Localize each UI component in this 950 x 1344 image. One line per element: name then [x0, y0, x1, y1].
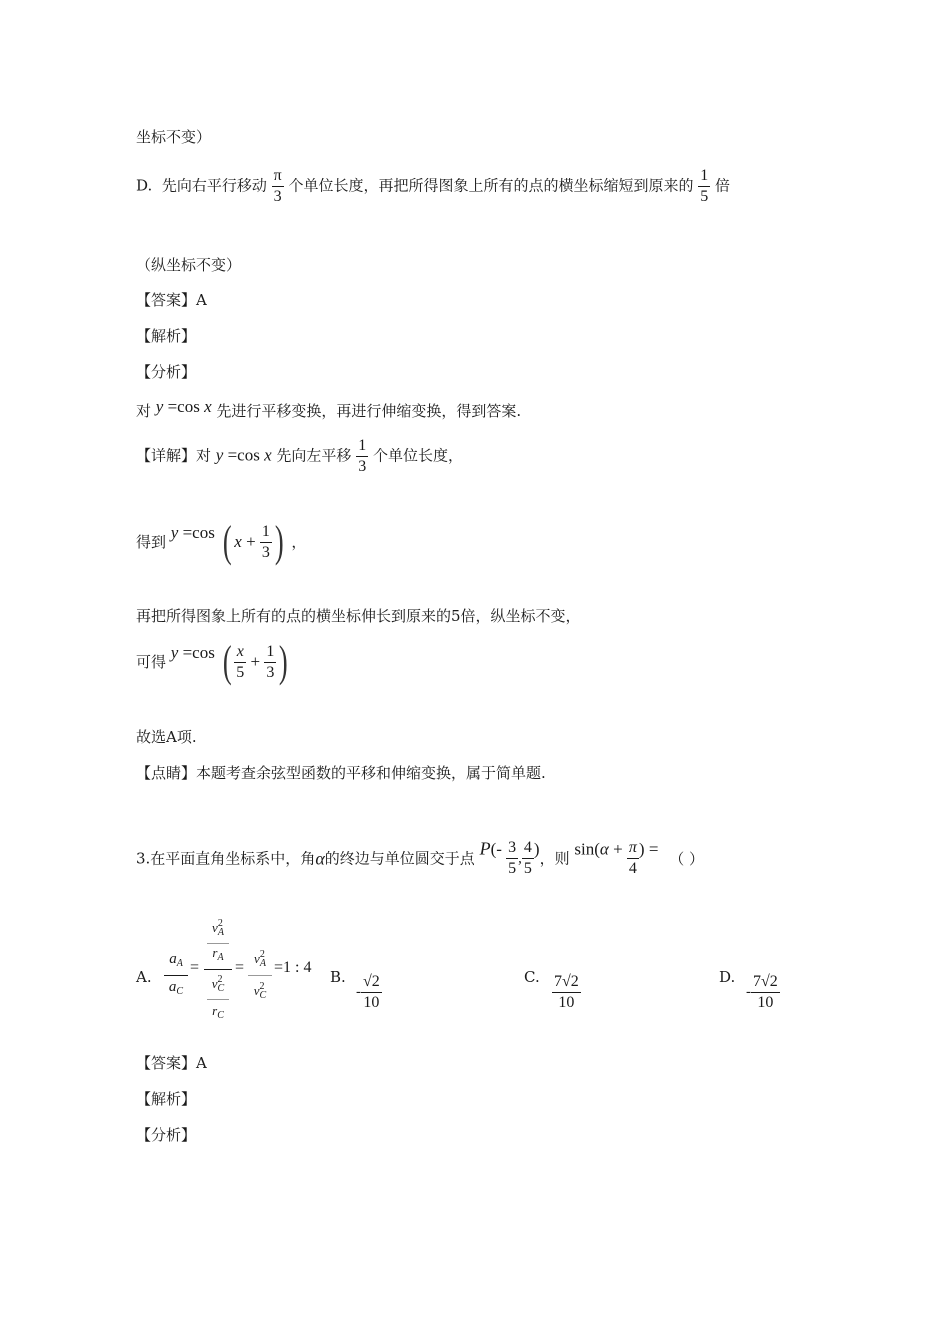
math-x: x	[204, 397, 212, 416]
math-plus: +	[241, 532, 260, 551]
math-y: y	[170, 523, 179, 542]
text-line: 故选A项.	[136, 728, 197, 746]
fraction-7sqrt2-over-10: $\frac{7√2}{10}$	[554, 973, 579, 1011]
fraction-neg-7sqrt2-over-10: $\frac{7√2}{10}$	[753, 973, 778, 1011]
math-plus: +	[246, 652, 265, 671]
fenxi-heading: 【分析】	[136, 1126, 197, 1144]
option-a-label: A.	[136, 968, 152, 986]
analysis-heading: 【解析】	[136, 327, 197, 345]
math-paren: )	[533, 839, 540, 859]
fraction-one-fifth: $\frac{1}{5}$	[700, 167, 709, 205]
math-x: x	[234, 532, 242, 551]
math-P: P	[479, 838, 491, 859]
option-c-value	[552, 972, 581, 1013]
text-line: 坐标不变）	[136, 128, 212, 146]
answer-heading: 【答案】A	[136, 291, 207, 309]
math-sin: sin(	[574, 839, 600, 859]
math-cos: =cos	[163, 397, 205, 416]
math-cos: =cos	[178, 523, 215, 542]
option-d-value: - $\frac{7√2}{10}$	[746, 973, 778, 1011]
option-b-value: - $\frac{√2}{10}$	[356, 973, 380, 1011]
math-plus: +	[608, 839, 627, 859]
math-alpha: α	[599, 839, 609, 859]
option-text: 先向右平行移动	[161, 176, 267, 195]
detail-heading: 【详解】对	[136, 446, 212, 465]
answer-blank: （ ）	[669, 849, 704, 868]
math-alpha: α	[315, 848, 325, 869]
analysis-heading: 【解析】	[136, 1090, 197, 1108]
result-line-1	[136, 517, 307, 566]
option-c-label: C.	[524, 968, 540, 986]
left-paren: (	[222, 517, 232, 566]
fraction-one-third: $\frac{1}{3}$	[261, 522, 270, 561]
detail-line	[136, 436, 463, 477]
question-text: 3.在平面直角坐标系中，角	[136, 849, 316, 868]
right-paren: )	[274, 517, 284, 566]
option-a-formula: $a_A$ $a_C$ = $v^2_A$ $r_A$ $v^2_C$ $r_C$ = $v^2_A$ $v^2_C$ =1 : 4	[162, 910, 322, 1025]
question-3	[136, 838, 704, 879]
fraction-3-5: $\frac{3}{5}$	[508, 839, 517, 877]
text: 先进行平移变换，再进行伸缩变换，得到答案.	[216, 402, 522, 420]
text: 对	[136, 402, 152, 420]
option-text: 倍	[715, 176, 731, 195]
fraction-4-5: $\frac{4}{5}$	[523, 839, 532, 877]
fraction-pi-over-4: $\frac{\pi}{4}$	[628, 839, 637, 877]
math-comma: ,	[518, 850, 522, 867]
option-label: D.	[136, 176, 153, 195]
math-cos: =cos	[223, 445, 265, 465]
text: ，	[291, 533, 307, 551]
fraction-one-third: $\frac{1}{3}$	[266, 642, 275, 681]
math-y: y	[170, 643, 179, 662]
result-line-2	[136, 637, 291, 686]
text-line: （纵坐标不变）	[136, 256, 242, 274]
fraction-pi-over-3: $\frac{\pi}{3}$	[273, 167, 282, 205]
math-x: x	[264, 445, 272, 465]
remark-line: 【点睛】本题考查余弦型函数的平移和伸缩变换，属于简单题.	[136, 764, 546, 782]
fraction-one-third: $\frac{1}{3}$	[358, 437, 367, 475]
fenxi-line	[136, 397, 521, 421]
text: 可得	[136, 653, 167, 671]
fenxi-heading: 【分析】	[136, 363, 197, 381]
math-y: y	[215, 445, 224, 465]
text: 先向左平移	[276, 446, 352, 465]
math-eq: ) =	[638, 839, 659, 859]
right-paren: )	[279, 637, 289, 686]
option-d-label: D.	[719, 968, 736, 986]
option-d-line	[136, 166, 730, 207]
math-cos: =cos	[178, 643, 215, 662]
text-line: 再把所得图象上所有的点的横坐标伸长到原来的5倍，纵坐标不变，	[136, 607, 581, 625]
question-text: 的终边与单位圆交于点	[324, 849, 475, 868]
option-text: 个单位长度，再把所得图象上所有的点的横坐标缩短到原来的	[288, 176, 694, 195]
text: 个单位长度，	[373, 446, 464, 465]
left-paren: (	[222, 637, 232, 686]
question-text: ，则	[539, 849, 570, 868]
option-b-label: B.	[330, 968, 346, 986]
answer-heading: 【答案】A	[136, 1054, 207, 1072]
fraction-x-over-5: $\frac{x}{5}$	[236, 642, 245, 681]
text: 得到	[136, 533, 167, 551]
math-y: y	[155, 397, 164, 416]
fraction-sqrt2-over-10: $\frac{√2}{10}$	[363, 973, 380, 1011]
math-paren: (-	[490, 839, 507, 859]
